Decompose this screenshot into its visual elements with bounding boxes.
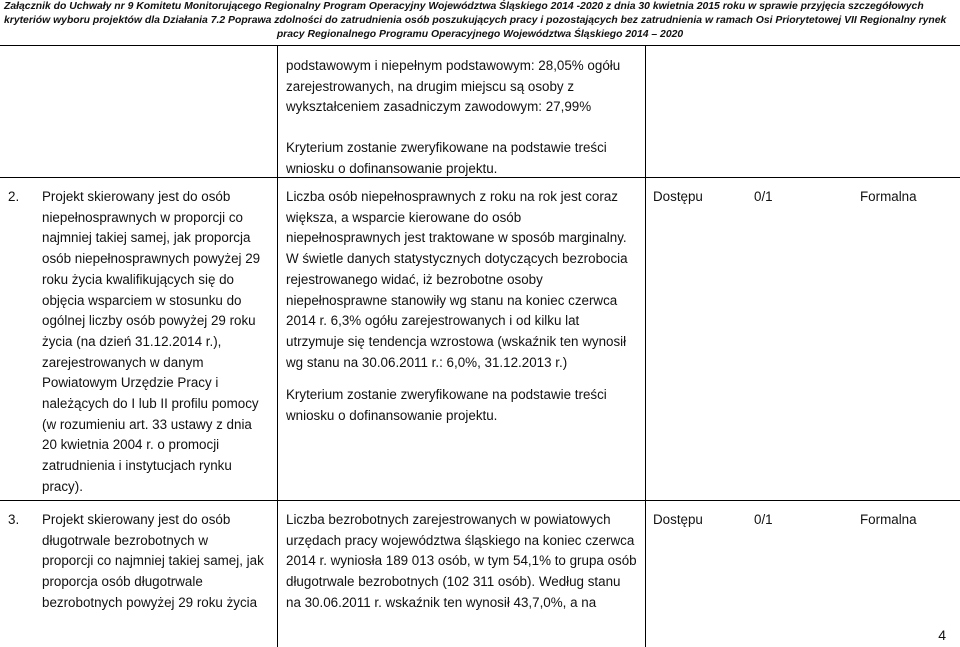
text-line: większa, a wsparcie kierowane do osób: [286, 209, 522, 225]
text-line: pracy).: [42, 478, 83, 494]
text-line: urzędach pracy województwa śląskiego na koniec czerwca: [286, 532, 635, 548]
text-line: bezrobotnych powyżej 29 roku życia: [42, 594, 258, 610]
row3-criterion: [42, 510, 268, 614]
text-line: Projekt skierowany jest do osób: [42, 512, 231, 527]
table-vline-1: [277, 46, 278, 647]
text-line: zarejestrowanych, na drugim miejscu są osoby z: [286, 78, 575, 94]
top-row-description: [286, 56, 638, 180]
row3-description: [286, 510, 638, 614]
text-line: Kryterium zostanie zweryfikowane na podstawie treści: [286, 140, 607, 156]
text-line: ogólnej liczby osób powyżej 29 roku: [42, 313, 256, 329]
text-line: należących do I lub II profilu pomocy: [42, 396, 259, 412]
row2-kind: Formalna: [860, 189, 917, 204]
text-line: (w rozumieniu art. 33 ustawy z dnia: [42, 416, 252, 432]
text-line: niepełnosprawnych w proporcji co: [42, 209, 243, 225]
header-line-3: pracy Regionalnego Programu Operacyjnego Województwa Śląskiego 2014 – 2020: [276, 29, 684, 40]
header-line-2: kryteriów wyboru projektów dla Działania 7.2 Poprawa zdolności do zatrudnienia osób poszukujących pracy i pozostających bez zatrudnienia w ramach Osi Priorytetowej VII Regionalny rynek: [4, 15, 947, 26]
header-rule: [0, 45, 960, 46]
text-line: wykształceniem zasadniczym zawodowym: 27,99%: [286, 99, 592, 115]
table-row-divider-2: [0, 500, 960, 501]
text-line: roku życia kwalifikujących się do: [42, 271, 235, 287]
row3-score: 0/1: [754, 512, 773, 527]
row-number: 3.: [8, 512, 20, 527]
row2-description: [286, 187, 638, 427]
text-line: rejestrowanego widać, iż bezrobotne osoby: [286, 271, 543, 287]
page-number: 4: [938, 627, 946, 643]
text-line: utrzymuje się tendencja wzrostowa (wskaźnik ten wynosił: [286, 333, 627, 349]
text-line: długotrwale bezrobotnych (102 311 osób). Według stanu: [286, 574, 621, 590]
row3-type: Dostępu: [653, 512, 703, 527]
text-line: niepełnosprawne stanowiły wg stanu na koniec czerwca: [286, 292, 618, 308]
text-line: wniosku o dofinansowanie projektu.: [286, 408, 498, 424]
row2-score: 0/1: [754, 189, 773, 204]
text-line: zatrudnienia i instytucjach rynku: [42, 458, 232, 474]
text-line: zarejestrowanych w danym: [42, 354, 204, 370]
text-line: proporcja osób długotrwale: [42, 574, 203, 590]
row2-criterion: [42, 187, 268, 498]
text-line: Liczba bezrobotnych zarejestrowanych w powiatowych: [286, 512, 611, 527]
text-line: Kryterium zostanie zweryfikowane na podstawie treści: [286, 387, 607, 403]
row-number: 2.: [8, 189, 20, 204]
text-line: Liczba osób niepełnosprawnych z roku na rok jest coraz: [286, 189, 618, 204]
text-line: 2014 r. 6,3% ogółu zarejestrowanych i od kilku lat: [286, 313, 580, 329]
text-line: proporcji co najmniej takiej samej, jak: [42, 553, 264, 569]
text-line: Powiatowym Urzędzie Pracy i: [42, 375, 219, 391]
table-vline-2: [645, 46, 646, 647]
text-line: niepełnosprawnych jest traktowane w sposób marginalny.: [286, 230, 627, 246]
text-line: życia (na dzień 31.12.2014 r.),: [42, 333, 222, 349]
text-line: najmniej takiej samej, jak proporcja: [42, 230, 251, 246]
text-line: wniosku o dofinansowanie projektu.: [286, 160, 498, 176]
text-line: objęcia wsparciem w stosunku do: [42, 292, 242, 308]
text-line: osób niepełnosprawnych powyżej 29: [42, 251, 261, 267]
text-line: 2014 r. wyniosła 189 013 osób, w tym 54,1% to grupa osób: [286, 553, 637, 569]
row3-kind: Formalna: [860, 512, 917, 527]
text-line: długotrwale bezrobotnych w: [42, 532, 208, 548]
document-header: [0, 0, 960, 42]
text-line: na 30.06.2011 r. wskaźnik ten wynosił 43,7,0%, a na: [286, 594, 597, 610]
text-line: 20 kwietnia 2004 r. o promocji: [42, 437, 220, 453]
header-line-1: Załącznik do Uchwały nr 9 Komitetu Monitorującego Regionalny Program Operacyjny Województwa Śląskiego 2014 -2020 z dnia 30 kwietnia 2015 roku w sprawie przyjęcia szczegółowych: [4, 1, 924, 12]
text-line: Projekt skierowany jest do osób: [42, 189, 231, 204]
text-line: podstawowym i niepełnym podstawowym: 28,05% ogółu: [286, 58, 621, 73]
text-line: wg stanu na 30.06.2011 r.: 6,0%, 31.12.2013 r.): [286, 354, 568, 370]
row2-type: Dostępu: [653, 189, 703, 204]
text-line: W świetle danych statystycznych dotyczących bezrobocia: [286, 251, 628, 267]
